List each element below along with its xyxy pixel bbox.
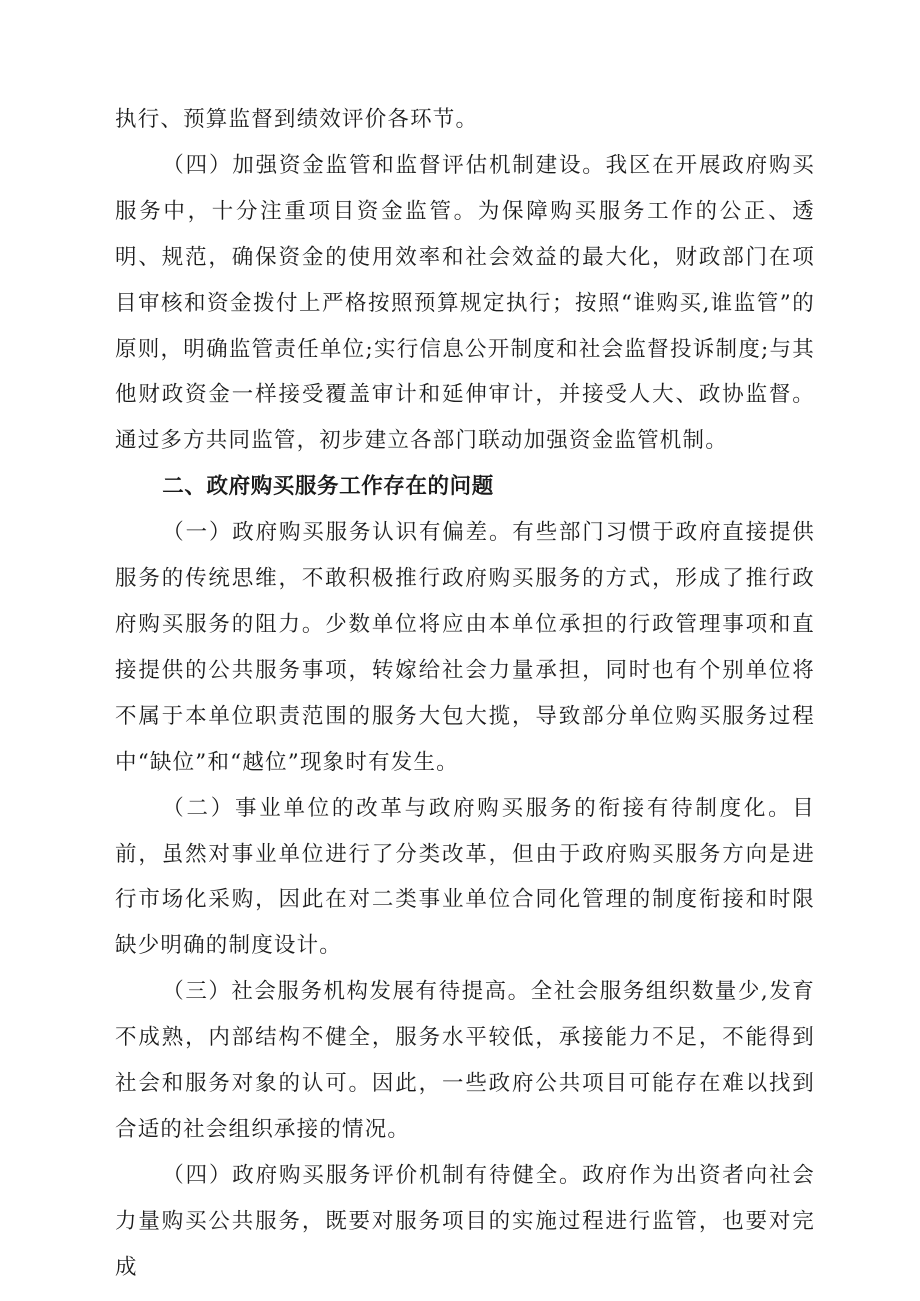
paragraph-issue-4: （四）政府购买服务评价机制有待健全。政府作为出资者向社会力量购买公共服务，既要对服务项目的实施过程进行监管，也要对完成 <box>115 1162 815 1280</box>
section-heading: 二、政府购买服务工作存在的问题 <box>162 474 494 500</box>
paragraph-issue-2: （二）事业单位的改革与政府购买服务的衔接有待制度化。目前，虽然对事业单位进行了分类改革，但由于政府购买服务方向是进行市场化采购，因此在对二类事业单位合同化管理的制度衔接和时限缺少明确的制度设计。 <box>115 795 815 959</box>
paragraph-continuation: 执行、预算监督到绩效评价各环节。 <box>115 107 479 132</box>
paragraph-issue-1: （一）政府购买服务认识有偏差。有些部门习惯于政府直接提供服务的传统思维，不敢积极推行政府购买服务的方式，形成了推行政府购买服务的阻力。少数单位将应由本单位承担的行政管理事项和直接提供的公共服务事项，转嫁给社会力量承担，同时也有个别单位将不属于本单位职责范围的服务大包大揽，导致部分单位购买服务过程中“缺位”和“越位”现象时有发生。 <box>115 520 815 775</box>
paragraph-funding-supervision: （四）加强资金监管和监督评估机制建设。我区在开展政府购买服务中，十分注重项目资金监管。为保障购买服务工作的公正、透明、规范，确保资金的使用效率和社会效益的最大化，财政部门在项目审核和资金拨付上严格按照预算规定执行；按照“谁购买,谁监管”的原则，明确监管责任单位;实行信息公开制度和社会监督投诉制度;与其他财政资金一样接受覆盖审计和延伸审计，并接受人大、政协监督。通过多方共同监管，初步建立各部门联动加强资金监管机制。 <box>115 152 815 454</box>
paragraph-issue-3: （三）社会服务机构发展有待提高。全社会服务组织数量少,发育不成熟，内部结构不健全，服务水平较低，承接能力不足，不能得到社会和服务对象的认可。因此，一些政府公共项目可能存在难以找到合适的社会组织承接的情况。 <box>115 979 815 1142</box>
document-body <box>115 97 815 1291</box>
